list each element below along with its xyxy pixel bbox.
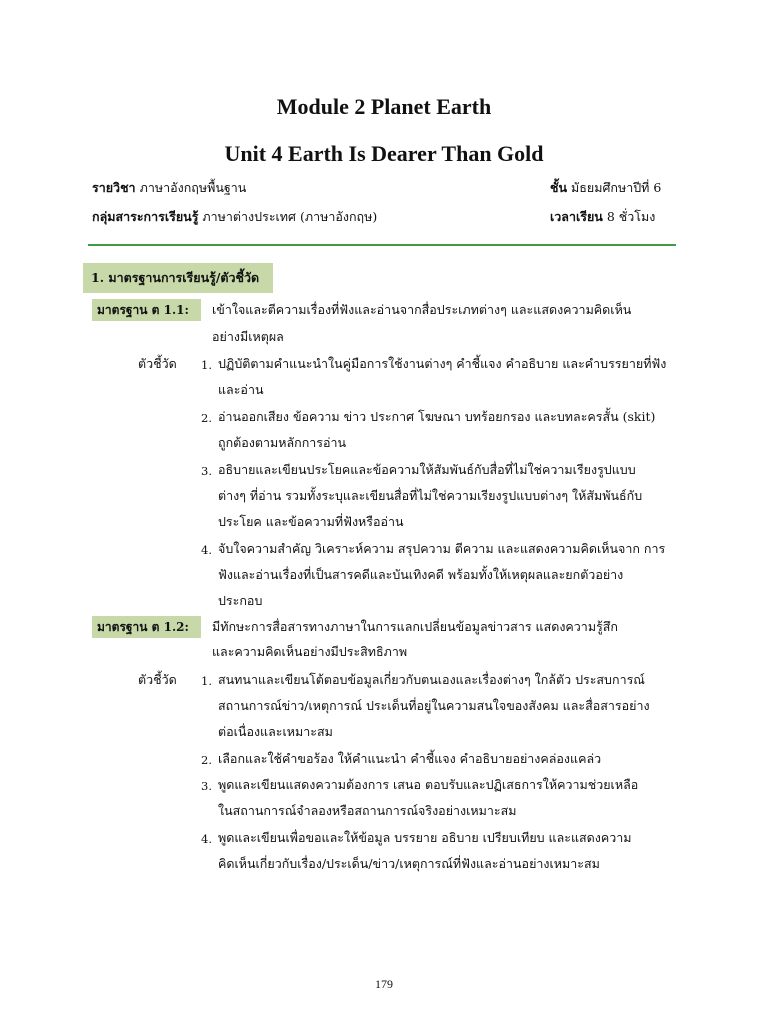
indicator-text: อธิบายและเขียนประโยคและข้อความให้สัมพันธ์กับสื่อที่ไม่ใช่ความเรียงรูปแบบ (218, 462, 636, 477)
study-time-info (550, 208, 655, 226)
standard-description: มีทักษะการสื่อสารทางภาษาในการแลกเปลี่ยนข้อมูลข่าวสาร แสดงความรู้สึก (212, 619, 618, 634)
indicator-text: ถูกต้องตามหลักการอ่าน (218, 435, 347, 450)
indicator-number: 3. (201, 464, 212, 478)
section-heading: 1. มาตรฐานการเรียนรู้/ตัวชี้วัด (83, 263, 273, 293)
indicator-text: คิดเห็นเกี่ยวกับเรื่อง/ประเด็น/ข่าว/เหตุการณ์ที่ฟังและอ่านอย่างเหมาะสม (218, 856, 600, 871)
indicator-text: ประกอบ (218, 593, 263, 608)
subject-info (92, 179, 246, 197)
study-time-value: 8 ชั่วโมง (606, 209, 656, 224)
grade-label: ชั้น (550, 180, 568, 195)
indicator-text: และอ่าน (218, 382, 264, 397)
indicator-text: ต่างๆ ที่อ่าน รวมทั้งระบุและเขียนสื่อที่ไม่ใช่ความเรียงรูปแบบต่างๆ ให้สัมพันธ์กับ (218, 488, 643, 503)
learning-group-info (92, 208, 377, 226)
learning-group-label: กลุ่มสาระการเรียนรู้ (92, 209, 199, 224)
page-number: 179 (375, 977, 393, 991)
indicator-text: ต่อเนื่องและเหมาะสม (218, 724, 333, 739)
subject-value: ภาษาอังกฤษพื้นฐาน (139, 180, 247, 195)
indicator-text: สถานการณ์ข่าว/เหตุการณ์ ประเด็นที่อยู่ในความสนใจของสังคม และสื่อสารอย่าง (218, 698, 650, 713)
standard-label: มาตรฐาน ต 1.2: (92, 616, 201, 638)
indicator-text: อ่านออกเสียง ข้อความ ข่าว ประกาศ โฆษณา บทร้อยกรอง และบทละครสั้น (skit) (218, 409, 656, 424)
indicator-text: พูดและเขียนเพื่อขอและให้ข้อมูล บรรยาย อธิบาย เปรียบเทียบ และแสดงความ (218, 830, 632, 845)
indicator-text: ปฏิบัติตามคำแนะนำในคู่มือการใช้งานต่างๆ คำชี้แจง คำอธิบาย และคำบรรยายที่ฟัง (218, 356, 667, 371)
grade-info (550, 179, 661, 197)
unit-title: Unit 4 Earth Is Dearer Than Gold (224, 141, 544, 166)
indicator-number: 3. (201, 779, 212, 793)
indicator-number: 2. (201, 411, 212, 425)
indicator-text: เลือกและใช้คำขอร้อง ให้คำแนะนำ คำชี้แจง คำอธิบายอย่างคล่องแคล่ว (218, 751, 602, 766)
page-title: Module 2 Planet Earth (276, 94, 492, 119)
indicator-text: ฟังและอ่านเรื่องที่เป็นสารคดีและบันเทิงคดี พร้อมทั้งให้เหตุผลและยกตัวอย่าง (218, 567, 624, 582)
indicator-text: พูดและเขียนแสดงความต้องการ เสนอ ตอบรับและปฏิเสธการให้ความช่วยเหลือ (218, 777, 639, 792)
grade-value: มัธยมศึกษาปีที่ 6 (571, 180, 662, 195)
indicator-label: ตัวชี้วัด (138, 356, 177, 371)
study-time-label: เวลาเรียน (550, 209, 603, 224)
indicator-label: ตัวชี้วัด (138, 672, 177, 687)
indicator-number: 4. (201, 832, 212, 846)
standard-description: อย่างมีเหตุผล (212, 329, 284, 344)
learning-group-value: ภาษาต่างประเทศ (ภาษาอังกฤษ) (202, 209, 378, 224)
indicator-number: 1. (201, 674, 212, 688)
indicator-text: สนทนาและเขียนโต้ตอบข้อมูลเกี่ยวกับตนเองและเรื่องต่างๆ ใกล้ตัว ประสบการณ์ (218, 672, 645, 687)
indicator-text: จับใจความสำคัญ วิเคราะห์ความ สรุปความ ตีความ และแสดงความคิดเห็นจาก การ (218, 541, 666, 556)
standard-description: และความคิดเห็นอย่างมีประสิทธิภาพ (212, 644, 408, 659)
divider-line (88, 244, 676, 246)
indicator-number: 1. (201, 358, 212, 372)
indicator-text: ประโยค และข้อความที่ฟังหรืออ่าน (218, 514, 404, 529)
standard-description: เข้าใจและตีความเรื่องที่ฟังและอ่านจากสื่อประเภทต่างๆ และแสดงความคิดเห็น (212, 302, 632, 317)
indicator-number: 4. (201, 543, 212, 557)
standard-label: มาตรฐาน ต 1.1: (92, 299, 201, 321)
indicator-text: ในสถานการณ์จำลองหรือสถานการณ์จริงอย่างเหมาะสม (218, 803, 517, 818)
indicator-number: 2. (201, 753, 212, 767)
subject-label: รายวิชา (92, 180, 136, 195)
